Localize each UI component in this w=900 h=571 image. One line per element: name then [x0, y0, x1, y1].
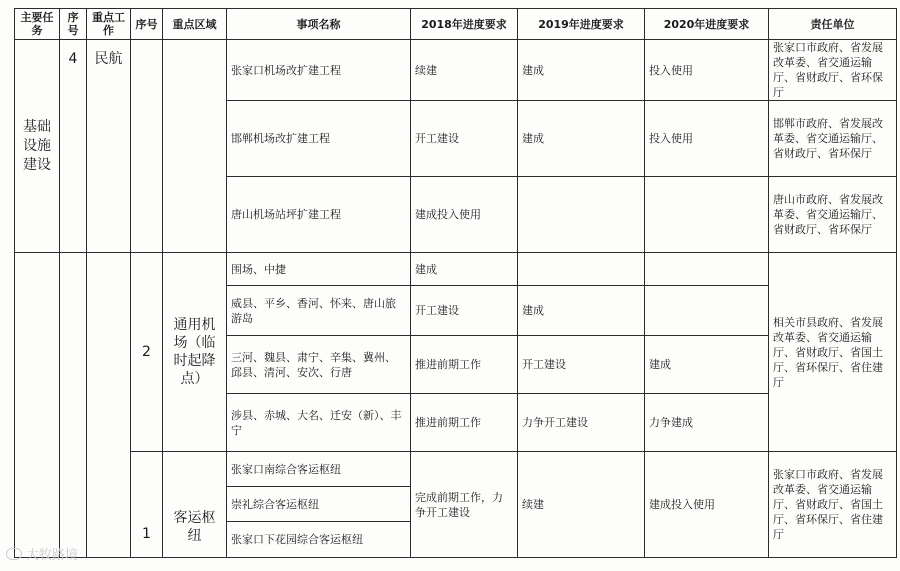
task-cell: 基础设施建设 — [15, 40, 60, 253]
watermark-text: 大牧路境 — [26, 548, 79, 563]
unit-cell: 张家口市政府、省发展改革委、省交通运输厅、省财政厅、省环保厅 — [769, 40, 897, 101]
item-cell: 涉县、赤城、大名、迁安（新）、丰宁 — [227, 394, 411, 452]
item-cell: 邯郸机场改扩建工程 — [227, 101, 411, 177]
seq-cell: 4 — [60, 40, 87, 253]
item-cell: 三河、魏县、肃宁、辛集、冀州、邱县、清河、安次、行唐 — [227, 336, 411, 394]
y2018-cell: 建成 — [411, 253, 518, 286]
item-cell: 围场、中捷 — [227, 253, 411, 286]
y2018-cell: 完成前期工作，力争开工建设 — [411, 452, 518, 558]
empty-focus-cell — [87, 253, 131, 558]
y2020-cell: 力争建成 — [645, 394, 769, 452]
unit-cell: 邯郸市政府、省发展改革委、省交通运输厅、省财政厅、省环保厅 — [769, 101, 897, 177]
y2019-cell: 建成 — [518, 40, 645, 101]
area-cell: 客运枢纽 — [163, 452, 227, 558]
focus-cell: 民航 — [87, 40, 131, 253]
empty-task-cell — [15, 253, 60, 558]
y2018-cell: 推进前期工作 — [411, 394, 518, 452]
header-unit: 责任单位 — [769, 9, 897, 40]
header-area: 重点区域 — [163, 9, 227, 40]
seq2-cell: 2 — [131, 253, 163, 452]
empty-seq-cell — [60, 253, 87, 558]
y2018-cell: 推进前期工作 — [411, 336, 518, 394]
header-row — [15, 9, 897, 40]
y2020-cell: 投入使用 — [645, 101, 769, 177]
empty-area-cell — [163, 40, 227, 253]
area-cell: 通用机场（临时起降点） — [163, 253, 227, 452]
item-cell: 张家口机场改扩建工程 — [227, 40, 411, 101]
header-item: 事项名称 — [227, 9, 411, 40]
table-row — [15, 253, 897, 286]
item-cell: 张家口南综合客运枢纽 — [227, 452, 411, 487]
y2019-cell — [518, 177, 645, 253]
y2018-cell: 续建 — [411, 40, 518, 101]
y2019-cell — [518, 253, 645, 286]
y2020-cell: 建成投入使用 — [645, 452, 769, 558]
y2019-cell: 力争开工建设 — [518, 394, 645, 452]
item-cell: 崇礼综合客运枢纽 — [227, 487, 411, 522]
y2020-cell — [645, 286, 769, 336]
header-task: 主要任务 — [15, 9, 60, 40]
y2018-cell: 开工建设 — [411, 101, 518, 177]
header-2018: 2018年进度要求 — [411, 9, 518, 40]
y2019-cell: 建成 — [518, 286, 645, 336]
y2018-cell: 开工建设 — [411, 286, 518, 336]
header-2020: 2020年进度要求 — [645, 9, 769, 40]
item-cell: 威县、平乡、香河、怀来、唐山旅游岛 — [227, 286, 411, 336]
unit-cell: 张家口市政府、省发展改革委、省交通运输厅、省财政厅、省国土厅、省环保厅、省住建厅 — [769, 452, 897, 558]
y2019-cell: 开工建设 — [518, 336, 645, 394]
y2020-cell: 投入使用 — [645, 40, 769, 101]
item-cell: 唐山机场站坪扩建工程 — [227, 177, 411, 253]
item-cell: 张家口下花园综合客运枢纽 — [227, 522, 411, 558]
chat-bubble-icon — [6, 548, 22, 560]
table-row — [15, 452, 897, 487]
empty-seq2-cell — [131, 40, 163, 253]
unit-cell: 唐山市政府、省发展改革委、省交通运输厅、省财政厅、省环保厅 — [769, 177, 897, 253]
header-2019: 2019年进度要求 — [518, 9, 645, 40]
header-seq2: 序号 — [131, 9, 163, 40]
progress-table — [14, 8, 897, 558]
y2019-cell: 续建 — [518, 452, 645, 558]
y2019-cell: 建成 — [518, 101, 645, 177]
header-focus: 重点工作 — [87, 9, 131, 40]
y2020-cell — [645, 177, 769, 253]
unit-cell: 相关市县政府、省发展改革委、省交通运输厅、省财政厅、省国土厅、省环保厅、省住建厅 — [769, 253, 897, 452]
seq2-cell: 1 — [131, 452, 163, 558]
y2020-cell — [645, 253, 769, 286]
table-row — [15, 40, 897, 101]
y2020-cell: 建成 — [645, 336, 769, 394]
header-seq: 序号 — [60, 9, 87, 40]
watermark — [6, 544, 78, 563]
y2018-cell: 建成投入使用 — [411, 177, 518, 253]
